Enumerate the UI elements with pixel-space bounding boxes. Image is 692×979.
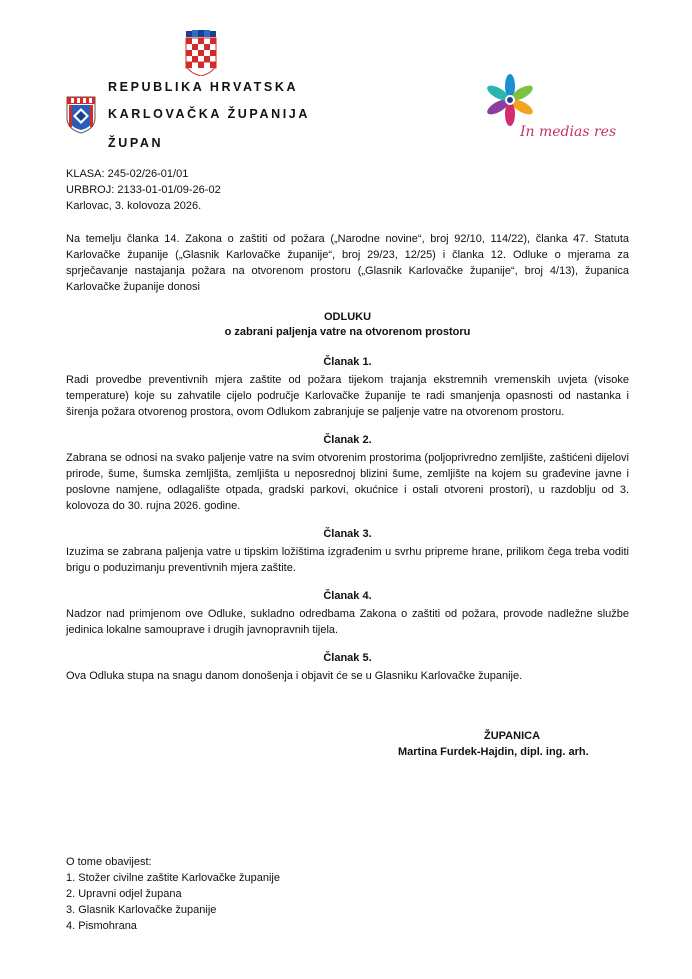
article-5-heading: Članak 5.: [323, 652, 372, 664]
county-title: KARLOVAČKA ŽUPANIJA: [108, 107, 310, 121]
decision-title: ODLUKU: [323, 311, 372, 323]
article-2-heading: Članak 2.: [323, 434, 372, 446]
distribution-item: 2. Upravni odjel župana: [66, 888, 182, 900]
urbroj-line: URBROJ: 2133-01-01/09-26-02: [66, 184, 221, 196]
article-3-heading: Članak 3.: [323, 528, 372, 540]
article-2-text: Zabrana se odnosi na svako paljenje vatre na svim otvorenim prostorima (poljoprivredno zemljište, zaštićeni dijelovi prirode, šume, šumska zemljišta, zemljišta u neposrednoj blizini šume, zemljište na kojem su građevine javne i poslovne namjene, odlagalište otpada, gradski parkovi, okućnice i ostali otvoreni prostori), u razdoblju od 3. kolovoza do 30. rujna 2026. godine.: [66, 452, 629, 512]
article-5-text: Ova Odluka stupa na snagu danom donošenja i objavit će se u Glasniku Karlovačke županije.: [66, 670, 523, 682]
croatian-coat-of-arms-icon: [184, 30, 218, 76]
office-title: ŽUPAN: [108, 136, 164, 150]
logo-slogan: In medias res: [520, 124, 617, 140]
distribution-item: 3. Glasnik Karlovačke županije: [66, 904, 217, 916]
klasa-line: KLASA: 245-02/26-01/01: [66, 168, 189, 180]
article-3-text: Izuzima se zabrana paljenja vatre u tipskim ložištima izgrađenim u svrhu pripreme hrane, prilikom čega treba voditi brigu o poduzimanju preventivnih mjera zaštite.: [66, 546, 629, 574]
republic-title: REPUBLIKA HRVATSKA: [108, 80, 299, 94]
preamble: Na temelju članka 14. Zakona o zaštiti od požara („Narodne novine“, broj 92/10, 114/22), članka 47. Statuta Karlovačke županije („Glasnik Karlovačke županije“, broj 29/23, 12/25) i članka 12. Odluke o mjerama za sprječavanje nastajanja požara na otvorenom prostoru („Glasnik Karlovačke županije“, broj 4/13), županica Karlovačke županije donosi: [66, 233, 629, 293]
article-1-text: Radi provedbe preventivnih mjera zaštite od požara tijekom trajanja ekstremnih vremenskih uvjeta (visoke temperature) koje su zahvatile cijelo područje Karlovačke županije te radi smanjenja opasnosti od nastanka i širenja požara otvorenog prostora, ovom Odlukom zabranjuje se paljenje vatre na otvorenom prostoru.: [66, 374, 629, 418]
signature-name: Martina Furdek-Hajdin, dipl. ing. arh.: [398, 746, 589, 758]
decision-subtitle: o zabrani paljenja vatre na otvorenom prostoru: [224, 326, 471, 338]
distribution-item: 4. Pismohrana: [66, 920, 137, 932]
signature-role: ŽUPANICA: [484, 730, 541, 742]
distribution-item: 1. Stožer civilne zaštite Karlovačke županije: [66, 872, 280, 884]
article-1-heading: Članak 1.: [323, 356, 372, 368]
karlovac-county-coat-of-arms-icon: [66, 96, 96, 134]
distribution-heading: O tome obavijest:: [66, 856, 152, 868]
article-4-text: Nadzor nad primjenom ove Odluke, sukladno odredbama Zakona o zaštiti od požara, provode nadležne službe jedinica lokalne samouprave i drugih javnopravnih tijela.: [66, 608, 629, 636]
place-date-line: Karlovac, 3. kolovoza 2026.: [66, 200, 202, 212]
article-4-heading: Članak 4.: [323, 590, 372, 602]
